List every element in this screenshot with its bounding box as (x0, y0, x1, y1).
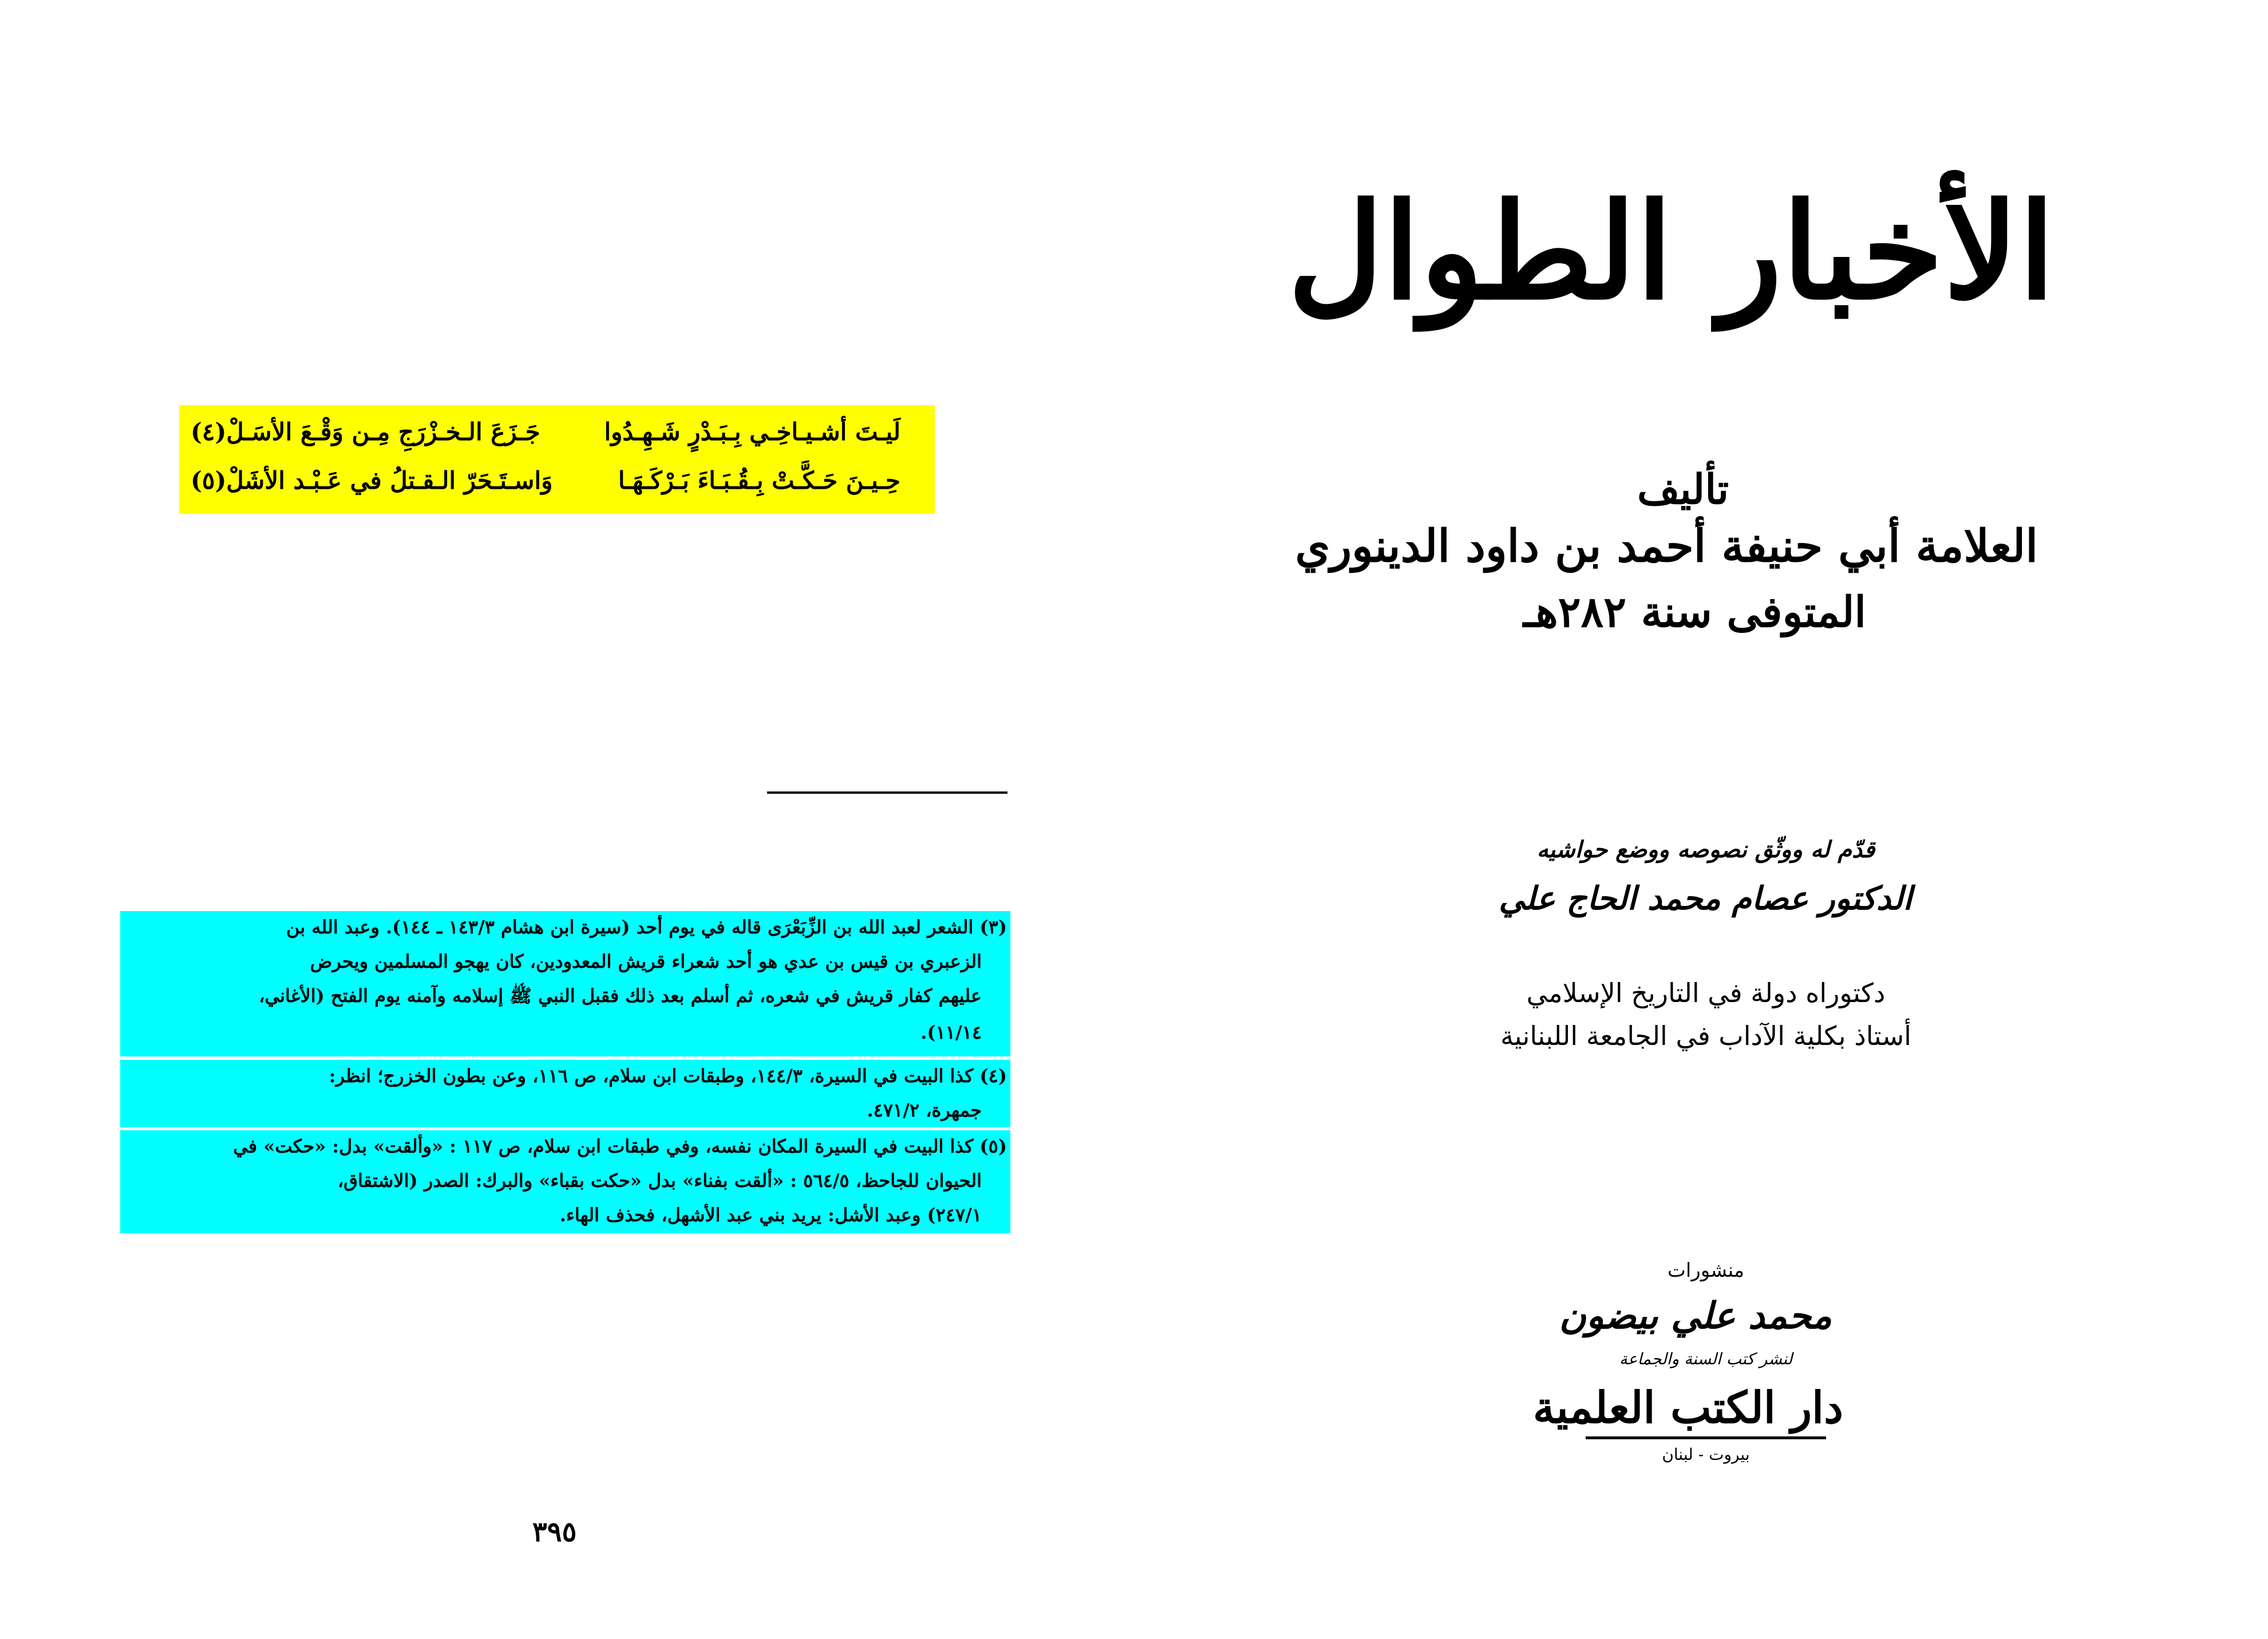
author-name: العلامة أبي حنيفة أحمد بن داود الدينوري (1295, 520, 2038, 572)
verse-1-first-hemistich: لَيـتَ أشـيـاخِـي بِـبَـدْرٍ شَـهِـدُوا (604, 418, 900, 446)
footnote-4b: جمهرة، ٤٧١/٢. (867, 1099, 982, 1121)
publisher-underline (1586, 1436, 1826, 1439)
footnote-5a: (٥) كذا البيت في السيرة المكان نفسه، وفي طبقات ابن سلام، ص ١١٧ : «وألقت» بدل: «حكت» في (233, 1135, 1007, 1157)
right-page (1133, 0, 2268, 1639)
editor-title-1: دكتوراه دولة في التاريخ الإسلامي (1526, 977, 1886, 1008)
verse-block (179, 405, 935, 514)
footnote-5c: ٢٤٧/١) وعبد الأشل: يريد بني عبد الأشهل، فحذف الهاء. (559, 1204, 982, 1226)
authored-by-label: تأليف (1637, 465, 1729, 513)
footnote-5b: الحيوان للجاحظ، ٥٦٤/٥ : «ألقت بفناء» بدل «حكت بقباء» والبرك: الصدر (الاشتقاق، (337, 1170, 982, 1191)
publisher-name: محمد علي بيضون (1559, 1294, 1832, 1337)
verse-1-second-hemistich: جَـزَعَ الـخـزْرَجِ مِـن وَقْـعَ الأسَـلْ(٤) (191, 418, 540, 446)
book-title: الأخبار الطوال (1287, 175, 2055, 329)
footnote-4a: (٤) كذا البيت في السيرة، ١٤٤/٣، وطبقات ابن سلام، ص ١١٦، وعن بطون الخزرج؛ انظر: (329, 1065, 1007, 1087)
footnote-3b: الزعبري بن قيس بن عدي هو أحد شعراء قريش المعدودين، كان يهجو المسلمين ويحرض (310, 951, 982, 972)
footnote-4-block (120, 1060, 1010, 1127)
footnote-separator (767, 791, 1007, 794)
editor-name: الدكتور عصام محمد الحاج علي (1499, 880, 1912, 917)
publisher-subtitle: لنشر كتب السنة والجماعة (1619, 1349, 1793, 1368)
author-death-year: المتوفى سنة ٢٨٢هـ (1523, 588, 1866, 637)
verse-2-second-hemistich: وَاسـتَـحَرّ الـقـتلُ في عَـبْـد الأشَلْ(٥) (191, 466, 553, 494)
footnote-3d: ١١/١٤). (920, 1022, 982, 1043)
publisher-house: دار الكتب العلمية (1532, 1382, 1843, 1433)
editor-title-2: أستاذ بكلية الآداب في الجامعة اللبنانية (1500, 1020, 1911, 1051)
footnote-5-block (120, 1130, 1010, 1233)
publisher-city: بيروت - لبنان (1662, 1445, 1750, 1464)
left-page (0, 0, 1133, 1639)
publisher-label: منشورات (1667, 1259, 1745, 1282)
footnote-3-block (120, 911, 1010, 1056)
verse-2-first-hemistich: حِـيـنَ حَـكَّـتْ بِـقُـبَـاءَ بَـرْكَـهَـا (618, 466, 900, 494)
editor-intro: قدّم له ووثّق نصوصه ووضع حواشيه (1536, 836, 1875, 863)
page-number: ٣٩٥ (532, 1516, 577, 1548)
footnote-3a: (٣) الشعر لعبد الله بن الزِّبَعْرَى قاله في يوم أحد (سيرة ابن هشام ١٤٣/٣ ـ ١٤٤). وعبد الله بن (286, 916, 1007, 938)
footnote-3c: عليهم كفار قريش في شعره، ثم أسلم بعد ذلك فقبل النبي ﷺ إسلامه وآمنه يوم الفتح (الأغاني، (259, 985, 982, 1007)
